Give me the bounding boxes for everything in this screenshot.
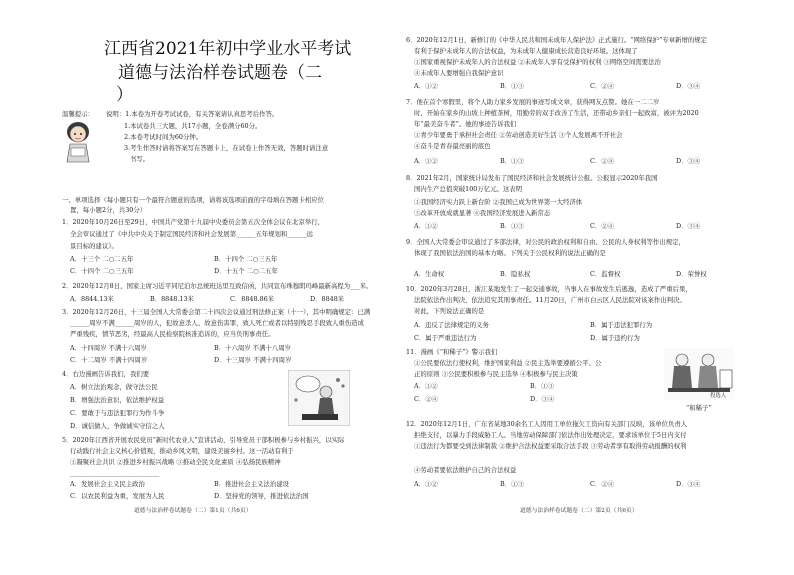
q5-option-b: B．推进社会主义法治建设 <box>214 480 289 488</box>
q11-intro: 11．漫画《“和稀子”》警示我们 <box>406 348 498 356</box>
left-page-footer: 道德与法治样卷试题卷（二）第1页（共6页） <box>134 508 252 514</box>
note-line-4: 书写。 <box>130 155 150 163</box>
q5-line-2: ①凝聚社会共识 ②推进乡村振兴战略 ③推动全民文化素质 ④弘扬民族精神 <box>70 458 281 466</box>
q11-comic-caption: “和稀子” <box>686 404 712 412</box>
section1-line-1: 置，每小题2分，共30分） <box>70 206 147 214</box>
q7-option-a: A．①② <box>414 157 438 165</box>
exam-title-line1: 江西省2021年初中学业水平考试 <box>104 39 352 59</box>
q10-option-b: B．属于违法犯罪行为 <box>590 321 653 329</box>
q6-option-a: A．①② <box>414 82 438 90</box>
q5-line-3: ____________________________ <box>70 469 160 477</box>
q7-option-c: C．②④ <box>590 157 615 165</box>
q2-option-b: B．8848.13米 <box>150 295 194 303</box>
q12-line-3: ④劳动者要依法维护自己的合法权益 <box>414 466 517 474</box>
q4-option-b: B．增强法治意识，依法维护权益 <box>70 396 165 404</box>
q10-option-c: C．属于严重违法行为 <box>414 334 477 342</box>
q7-line-2: 年“最美奋斗者”。她的事迹告诉我们 <box>414 120 517 128</box>
q4-comic-illustration <box>288 370 350 426</box>
q6-line-1: 有利于保护未成年人的合法权益，为未成年人健康成长营造良好环境。这体现了 <box>414 47 638 55</box>
q12-line-0: 12．2020年12月1日，广东省某地30余名工人因用工单位拖欠工资向有关部门反映，该单位负责人 <box>406 420 688 428</box>
q1-option-a: A．十三个 二○二五年 <box>70 255 134 263</box>
q8-option-b: B．①③ <box>500 222 524 230</box>
q12-line-2: ①违法行为都要受到法律制裁 ②维护合法权益要采取合法手段 ③劳动者享有取得劳动报酬的权利 <box>414 442 687 450</box>
q11-line-1: 正的原则 ③公民要积极参与民主选举 ④积极参与民主决策 <box>414 370 578 378</box>
exam-title-line2: 道德与法治样卷试题卷（二 <box>118 63 322 83</box>
q9-option-c: C．监督权 <box>590 270 621 278</box>
q9-line-0: 9．全国人大常委会审议通过了多部法律，对公民的政治权利和自由、公民的人身权利等作出规定， <box>406 238 685 246</box>
q12-option-c: C．②④ <box>590 480 615 488</box>
q1-line-2: 景目标的建议》。 <box>70 242 118 250</box>
q2-line-0: 2．2020年12月8日，国家主席习近平同尼泊尔总统班达里互致信函，共同宣布珠穆朗玛峰最新高程为___米。 <box>62 282 373 290</box>
q11-option-a: A．①② <box>414 382 438 390</box>
q4-option-a: A．树立法治观念，做守法公民 <box>70 383 158 391</box>
q11-option-b: B．①③ <box>530 382 554 390</box>
student-cartoon-icon <box>58 118 98 166</box>
q12-line-1: 拒绝支付，以暴力手段威胁工人。当地劳动保障部门依法作出处理决定，要求该单位于5日内支付 <box>414 431 687 439</box>
q6-option-d: D．③④ <box>676 82 701 90</box>
q5-line-1: 行动践行社会主义核心价值观，推动乡风文明，建设美丽乡村。这一活动有利于 <box>70 447 294 455</box>
q4-intro: 4．右边漫画告诉我们，我们要 <box>62 370 150 378</box>
q2-option-a: A．8844.13米 <box>70 295 114 303</box>
q12-option-d: D．③④ <box>676 480 701 488</box>
q3-option-a: A．十四周岁 不满十六周岁 <box>70 344 147 352</box>
q8-option-d: D．③④ <box>676 222 701 230</box>
q8-line-3: ③改革开放成就显著 ④我国经济发展进入新常态 <box>414 209 551 217</box>
q8-line-2: ①我国经济实力跃上新台阶 ②我国已成为世界第一大经济体 <box>414 198 583 206</box>
q5-option-d: D．坚持党的领导，推进依法治国 <box>214 492 309 500</box>
q1-option-c: C．十四个 二○三五年 <box>70 267 134 275</box>
q11-line-0: ①公民要依法行使权利，维护国家利益 ②民主选举要遵循公平、公 <box>414 359 602 367</box>
q5-line-0: 5．2020年江西省开展农民党员“新时代农业人”宣讲活动，引导党员干部积极参与乡村振兴，以实际 <box>62 436 345 444</box>
q11-option-d: D．③④ <box>530 395 555 403</box>
q10-option-a: A．违反了法律规定的义务 <box>414 321 489 329</box>
q7-line-3: ①青少年要勇于承担社会责任 ②劳动创造美好生活 ③个人发展离不开社会 <box>414 131 623 139</box>
q11-option-c: C．②④ <box>414 395 439 403</box>
q1-line-1: 全会审议通过了《中共中央关于制定国民经济和社会发展第______五年规划和______远 <box>70 230 313 238</box>
q10-line-2: 对此，下列说法正确的是 <box>414 307 485 315</box>
q2-option-d: D．8848米 <box>310 295 345 303</box>
q10-line-0: 10．2020年3月28日，浙江某地发生了一起交通事故，当事人在事故发生后逃逸，造成了严重后果， <box>406 285 692 293</box>
q6-line-0: 6．2020年12月1日，新修订的《中华人民共和国未成年人保护法》正式施行。“网络保护”专章新增的规定 <box>406 36 708 44</box>
q3-option-c: C．十二周岁 不满十四周岁 <box>70 356 148 364</box>
q8-line-1: 国内生产总值突破100万亿元。这表明 <box>414 185 523 193</box>
q7-line-1: 时，开始在家乡的山坡上种植茶树，用勤劳的双手改善了生活，还带动乡亲们一起致富，被评为2020 <box>414 109 699 117</box>
q4-option-c: C．要敢于与违法犯罪行为作斗争 <box>70 409 165 417</box>
q7-option-d: D．③④ <box>676 157 701 165</box>
q3-option-d: D．十三周岁 不满十四周岁 <box>214 356 292 364</box>
q5-option-a: A．发展社会主义民主政治 <box>70 480 145 488</box>
q4-option-d: D．诚信做人，争做诚实守信之人 <box>70 422 165 430</box>
q9-option-d: D．荣誉权 <box>676 270 707 278</box>
q5-option-c: C．以农民利益为重，发展为人民 <box>70 492 165 500</box>
q6-option-c: C．②④ <box>590 82 615 90</box>
q6-line-2: ①国家重视保护未成年人的合法权益 ②未成年人享有受保护的权利 ③网络空间需要法治 <box>414 58 661 66</box>
notice-label: 温馨提示： <box>62 110 94 118</box>
q10-line-1: 法院依法作出判决，依法追究其刑事责任。11月20日，广州市白云区人民法院对该案作出判决。 <box>414 296 686 304</box>
q7-option-b: B．①③ <box>500 157 524 165</box>
right-page-footer: 道德与法治样卷试题卷（二）第2页（共6页） <box>520 508 638 514</box>
section1-line-0: 一、单项选择（每小题只有一个最符合题意的选项，请将该选项前面的字母填在答题卡相应位 <box>62 196 325 204</box>
q9-line-1: 体现了我国依法治国的基本方略。下列关于公民权利的说法正确的是 <box>414 249 606 257</box>
q3-option-b: B．十六周岁 不满十八周岁 <box>214 344 292 352</box>
q12-option-a: A．①② <box>414 480 438 488</box>
note-line-3: 3.考生作答时请将答案写在答题卡上，在试卷上作答无效，答题时请注意 <box>124 144 329 152</box>
q7-line-4: ④奋斗是青春最亮丽的底色 <box>414 142 491 150</box>
note-line-1: 1.本试卷共三大题，共17小题，全卷满分60分。 <box>124 122 262 130</box>
q1-option-b: B．十四个 二○三五年 <box>214 255 278 263</box>
note-line-0: 说明：1.本卷为开卷考试试卷，有关答案请认真思考后作答。 <box>106 110 279 118</box>
q8-option-c: C．②④ <box>590 222 615 230</box>
q9-option-a: A．生命权 <box>414 270 445 278</box>
q1-line-0: 1．2020年10月26日至29日，中国共产党第十九届中央委员会第五次全体会议在北京举行， <box>62 218 325 226</box>
q8-line-0: 8．2021年2月，国家统计局发布了国民经济和社会发展统计公报。公报显示2020年我国 <box>406 174 658 182</box>
q1-option-d: D．十五个 二○二五年 <box>214 267 278 275</box>
q11-comic-sign: 投选人 <box>710 393 727 399</box>
q6-option-b: B．①③ <box>500 82 524 90</box>
q8-option-a: A．①② <box>414 222 438 230</box>
q9-option-b: B．隐私权 <box>500 270 531 278</box>
q3-line-2: 严重残疾，情节恶劣，经最高人民检察院核准追诉的，应当负刑事责任。 <box>70 330 275 338</box>
exam-title-line3: ） <box>116 85 133 105</box>
note-line-2: 2.本卷考试时间为60分钟。 <box>124 133 203 141</box>
q2-option-c: C．8848.86米 <box>230 295 275 303</box>
q7-line-0: 7．他在首个寒假里，将个人助力家乡发展的事迹写成文章，获得网友点赞。她在一二二岁 <box>406 98 660 106</box>
q3-line-0: 3．2020年12月26日，十三届全国人大常委会第二十四次会议通过刑法修正案（十一），其中明确规定：已满 <box>62 308 371 316</box>
q6-line-3: ④未成年人要增强自我保护意识 <box>414 69 504 77</box>
q10-option-d: D．属于违约行为 <box>590 334 640 342</box>
q12-option-b: B．①③ <box>500 480 524 488</box>
q3-line-1: ______周岁不满______周岁的人，犯故意杀人、故意伤害罪，致人死亡或者以特别残忍手段致人重伤造成 <box>70 319 364 327</box>
